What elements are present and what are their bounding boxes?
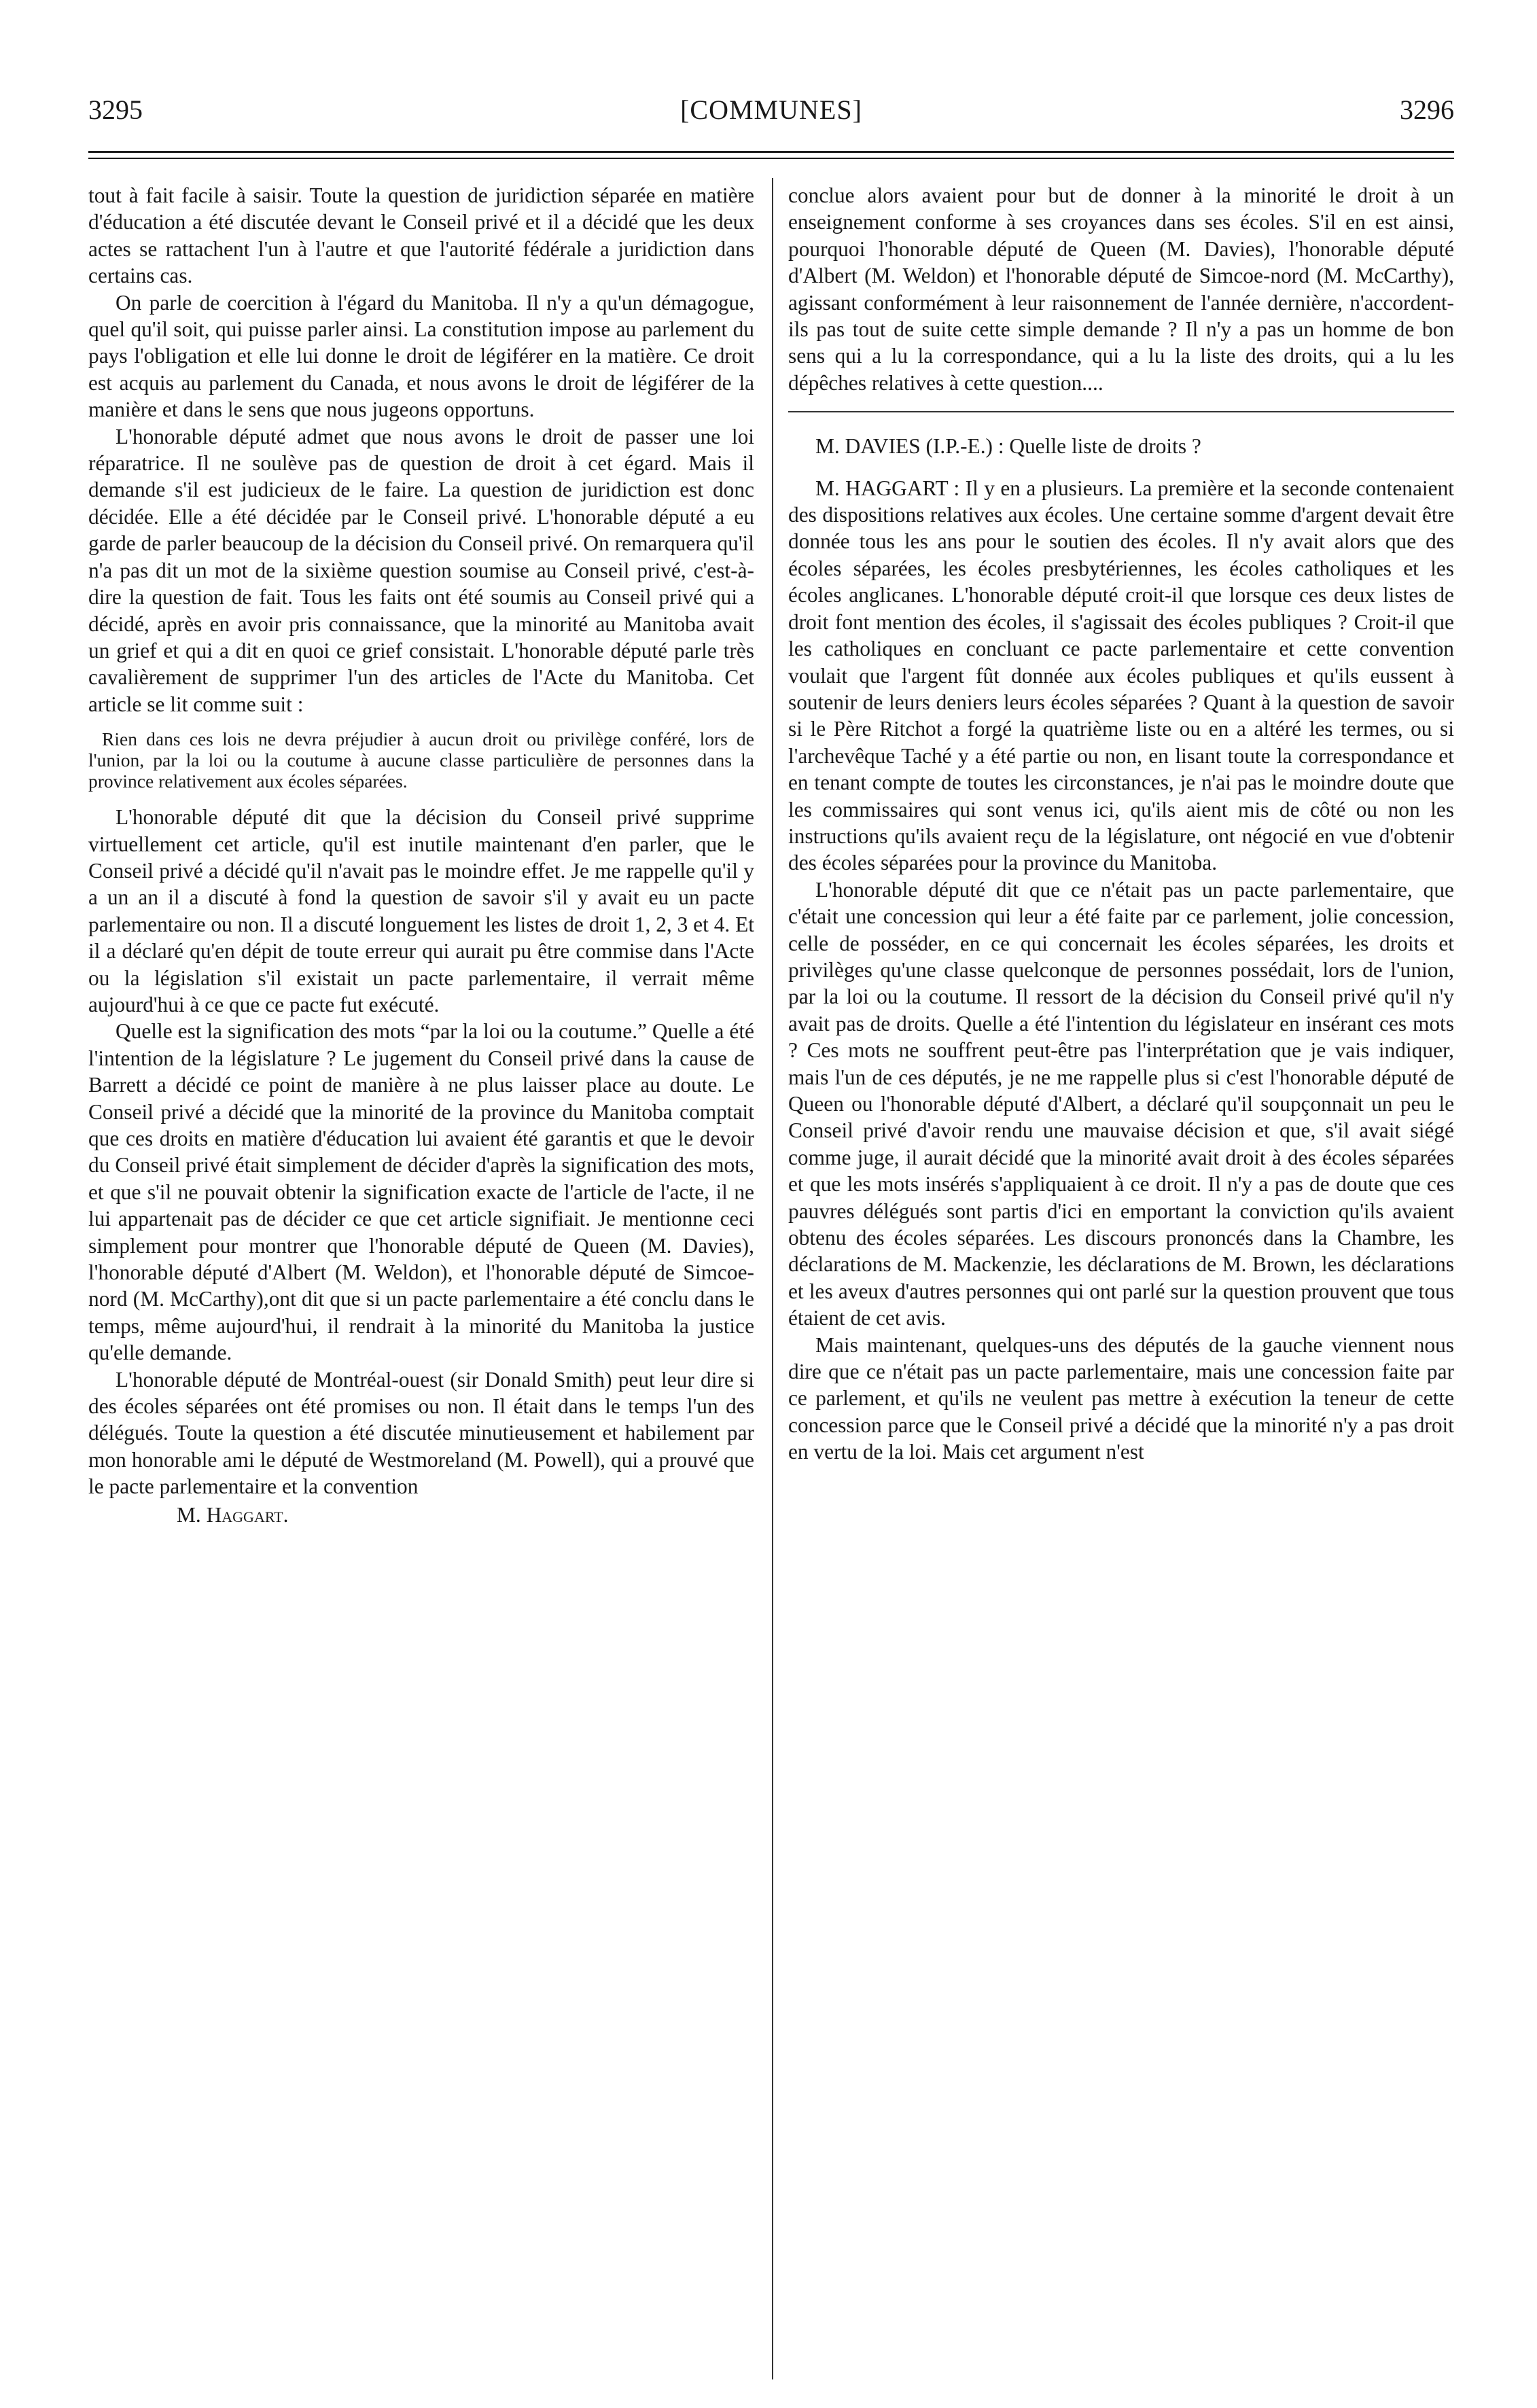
page-header — [88, 94, 1454, 135]
section-rule — [788, 411, 1454, 412]
paragraph: L'honorable député admet que nous avons le droit de passer une loi réparatrice. Il ne soulève pas de question de droit à cet égard. Mais il demande s'il est judicieux de le faire. La question de juridiction est donc décidée. Elle a été décidée par le Conseil privé. L'honorable député a eu garde de parler beaucoup de la décision du Conseil privé. On remarquera qu'il n'a pas dit un mot de la sixième question soumise au Conseil privé, c'est-à-dire la question de fait. Tous les faits ont été soumis au Conseil privé qui a décidé, après en avoir pris connaissance, que la minorité au Manitoba avait un grief et qui a dit en quoi ce grief consistait. L'honorable député parle très cavalièrement de supprimer l'un des articles de l'Acte du Manitoba. Cet article se lit comme suit : — [88, 424, 754, 716]
paragraph: Quelle est la signification des mots “par la loi ou la coutume.” Quelle a été l'intention de la législature ? Le jugement du Conseil privé dans la cause de Barrett a décidé ce point de manière à ne plus laisser place au doute. Le Conseil privé a décidé que la minorité de la province du Manitoba comptait que ces droits en matière d'éducation lui avaient été garantis et que le devoir du Conseil privé était simplement de décider d'après la signification des mots, et que s'il ne pouvait obtenir la signification exacte de l'article de l'acte, il ne lui appartenait pas de décider ce que cet article signifiait. Je mentionne ceci simplement pour montrer que l'honorable député de Queen (M. Davies), l'honorable député d'Albert (M. Weldon), et l'honorable député de Simcoe-nord (M. McCarthy),ont dit que si un pacte parlementaire a été conclu dans le temps, même aujourd'hui, il rendrait à la minorité du Manitoba la justice qu'elle demande. — [88, 1019, 754, 1365]
paragraph: tout à fait facile à saisir. Toute la question de juridiction séparée en matière d'éducation a été discutée devant le Conseil privé et il a décidé que les deux actes se rattachent l'un à l'autre et que l'autorité fédérale a juridiction dans certains cas. — [88, 183, 754, 288]
speaker-signature: M. Haggart. — [177, 1502, 289, 1527]
quoted-article: Rien dans ces lois ne devra préjudier à aucun droit ou privilège conféré, lors de l'union, par la loi ou la coutume à aucune classe particulière de personnes dans la province relativement aux écoles séparées. — [88, 728, 754, 792]
paragraph: L'honorable député de Montréal-ouest (sir Donald Smith) peut leur dire si des écoles séparées ont été promises ou non. Il était dans le temps l'un des délégués. Toute la question a été discutée minutieusement et habilement par mon honorable ami le député de Westmoreland (M. Powell), qui a prouvé que le pacte parlementaire et la convention — [88, 1367, 754, 1499]
header-rule-bottom — [88, 158, 1454, 159]
page-number-left: 3295 — [88, 94, 143, 125]
interjection: M. DAVIES (I.P.-E.) : Quelle liste de droits ? — [815, 434, 1201, 459]
paragraph: L'honorable député dit que ce n'était pas un pacte parlementaire, que c'était une concession qui leur a été faite par ce parlement, jolie concession, celle de posséder, en ce qui concernait les écoles séparées, les droits et privilèges qu'une classe quelconque de personnes possédait, lors de l'union, par la loi ou la coutume. Il ressort de la décision du Conseil privé qu'il n'y avait pas de droits. Quelle a été l'intention du législateur en insérant ces mots ? Ces mots ne souffrent peut-être pas l'interprétation que je vais indiquer, mais l'un de ces députés, je ne me rappelle plus si c'est l'honorable député de Queen ou l'honorable député d'Albert, a déclaré qu'il soupçonnait un peu le Conseil privé d'avoir rendu une mauvaise décision et que, s'il avait siégé comme juge, il aurait décidé que la minorité avait droit à des écoles séparées et que les mots insérés s'appliquaient à ce droit. Il n'y a pas de doute que ces pauvres délégués sont partis d'ici en emportant la conviction qu'ils avaient obtenu des écoles séparées. Les discours prononcés dans la Chambre, les déclarations de M. Mackenzie, les déclarations de M. Brown, les déclarations et les aveux d'autres personnes qui ont parlé sur la question prouvent que tous étaient de cet avis. — [788, 877, 1454, 1330]
paragraph: L'honorable député dit que la décision du Conseil privé supprime virtuellement cet article, qu'il est inutile maintenant d'en parler, que le Conseil privé a décidé qu'il n'avait pas le moindre effet. Je me rappelle qu'il y a un an il a discuté à fond la question de savoir s'il y avait eu un pacte parlementaire ou non. Il a discuté longuement les listes de droit 1, 2, 3 et 4. Et il a déclaré qu'en dépit de toute erreur qui aurait pu être commise dans l'Acte ou la législation s'il existait un pacte parlementaire, il verrait même aujourd'hui à ce que ce pacte fut exécuté. — [88, 805, 754, 1016]
right-column — [788, 182, 1454, 1466]
paragraph: On parle de coercition à l'égard du Manitoba. Il n'y a qu'un démagogue, quel qu'il soit, qui puisse parler ainsi. La constitution impose au parlement du pays l'obligation et elle lui donne le droit de légiférer en la matière. Ce droit est acquis au parlement du Canada, et nous avons le droit de légiférer de la manière et dans le sens que nous jugeons opportuns. — [88, 290, 754, 422]
paragraph: M. HAGGART : Il y en a plusieurs. La première et la seconde contenaient des dispositions relatives aux écoles. Une certaine somme d'argent devait être donnée tous les ans pour le soutien des écoles. Il n'y avait alors que des écoles séparées, les écoles presbytériennes, les écoles catholiques et les écoles anglicanes. L'honorable député croit-il que lorsque ces deux listes de droit font mention des écoles, il s'agissait des écoles publiques ? Croit-il que les catholiques en concluant ce pacte parlementaire et cette convention voulait que l'argent fût donnée aux écoles publiques et qu'ils eussent à soutenir de leurs deniers leurs écoles séparées ? Quant à la question de savoir si le Père Ritchot a forgé la quatrième liste ou en a altéré les termes, ou si l'archevêque Taché y a été partie ou non, en lisant toute la correspondance et en tenant compte de toutes les circonstances, je n'ai pas le moindre doute que les commissaires qui sont venus ici, qu'ils aient mis de côté ou non les instructions qu'ils avaient reçu de la législature, ont négocié en vue d'obtenir des écoles séparées pour la province du Manitoba. — [788, 476, 1454, 875]
left-column — [88, 182, 754, 1528]
running-title: [COMMUNES] — [680, 94, 862, 125]
paragraph: Mais maintenant, quelques-uns des députés de la gauche viennent nous dire que ce n'était pas un pacte parlementaire, mais une concession faite par ce parlement, et qu'ils ne veulent pas mettre à exécution la teneur de cette concession parce que le Conseil privé a décidé que la minorité n'y a pas droit en vertu de la loi. Mais cet argument n'est — [788, 1332, 1454, 1464]
column-divider — [772, 178, 773, 2379]
header-rule-top — [88, 151, 1454, 153]
paragraph: conclue alors avaient pour but de donner à la minorité le droit à un enseignement conforme à ses croyances dans ses écoles. S'il en est ainsi, pourquoi l'honorable député de Queen (M. Davies), l'honorable député d'Albert (M. Weldon) et l'honorable député de Simcoe-nord (M. McCarthy), agissant conformément à leur raisonnement de l'année dernière, n'accordent-ils pas tout de suite cette simple demande ? Il n'y a pas un homme de bon sens qui a lu la correspondance, qui a lu la liste des droits, qui a lu les dépêches relatives à cette question.... — [788, 183, 1454, 395]
page-number-right: 3296 — [1400, 94, 1454, 125]
